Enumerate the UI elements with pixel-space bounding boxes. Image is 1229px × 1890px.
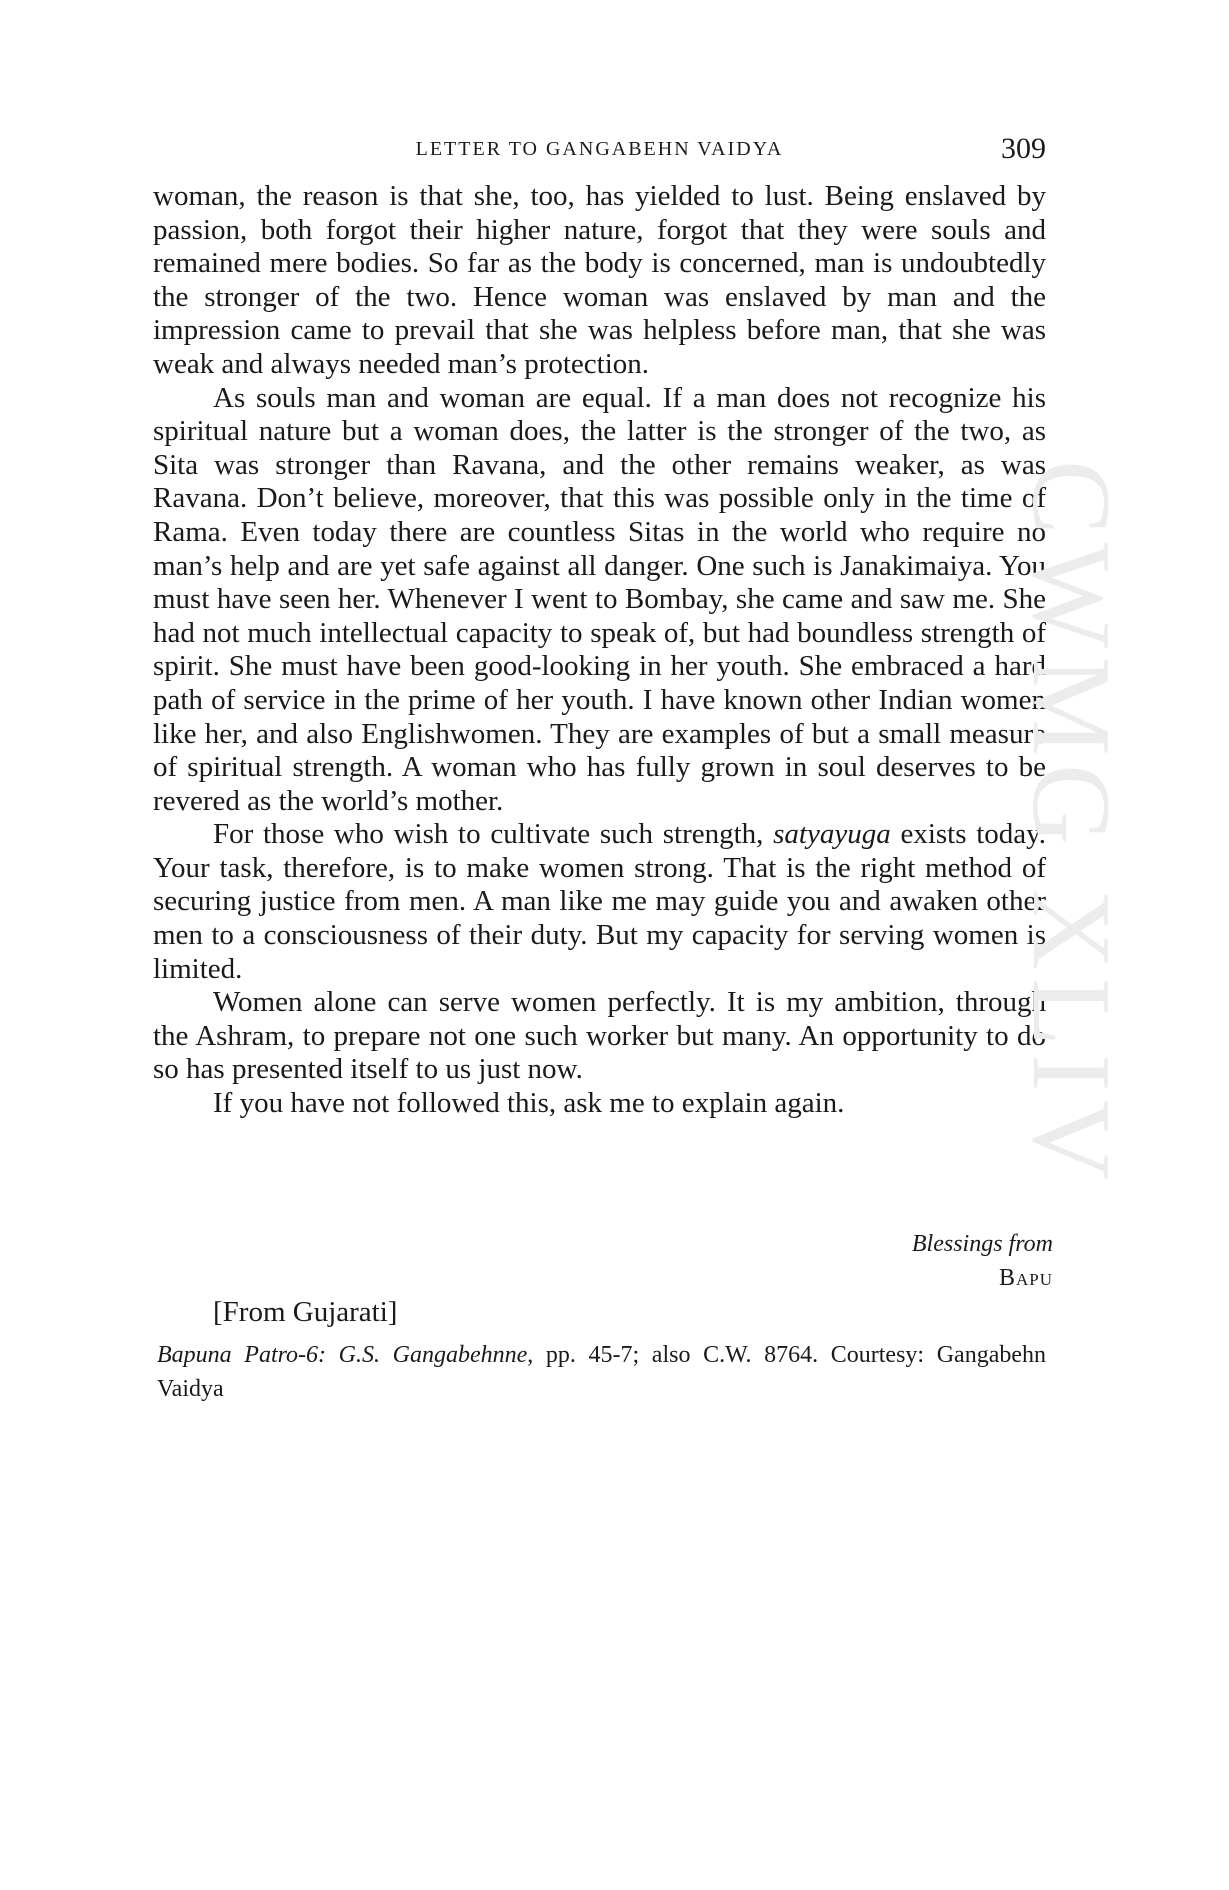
paragraph-1: woman, the reason is that she, too, has yielded to lust. Being enslaved by passion, both forgot their higher nature, forgot that they were souls and remained mere bodies. So far as the body is concerned, man is undoubtedly the stronger of the two. Hence woman was enslaved by man and the impression came to prevail that she was helpless before man, that she was weak and always needed man’s protection. xyxy=(153,180,1046,380)
paragraph-3-italic-term: satyayuga xyxy=(773,818,891,851)
paragraph-5: If you have not followed this, ask me to explain again. xyxy=(213,1087,845,1120)
citation-title: Bapuna Patro-6: G.S. Gangabehnne xyxy=(157,1342,528,1368)
watermark: CWMG XLIV xyxy=(1009,460,1133,1189)
paragraph-3-after: exists today. Your task, therefore, is to make women strong. That is the right method of securing justice from men. A man like me may guide you and awaken other men to a consciousness of their duty. But my capacity for serving women is limited. xyxy=(153,818,1047,985)
letter-body xyxy=(153,180,1046,1121)
paragraph-2: As souls man and woman are equal. If a man does not recognize his spiritual nature but a woman does, the latter is the stronger of the two, as Sita was stronger than Ravana, and the other remains weaker, as was Ravana. Don’t believe, moreover, that this was possible only in the time of Rama. Even today there are countless Sitas in the world who require no man’s help and are yet safe against all danger. One such is Janakimaiya. You must have seen her. Whenever I went to Bombay, she came and saw me. She had not much intellectual capacity to speak of, but had boundless strength of spirit. She must have been good-looking in her youth. She embraced a hard path of service in the prime of her youth. I have known other Indian women like her, and also Englishwomen. They are examples of but a small measure of spiritual strength. A woman who has fully grown in soul deserves to be revered as the world’s mother. xyxy=(153,381,1046,817)
running-head xyxy=(153,132,1046,172)
signature: Bapu xyxy=(998,1265,1053,1291)
paragraph-3-before: For those who wish to cultivate such strength, xyxy=(213,818,774,851)
running-title: LETTER TO GANGABEHN VAIDYA xyxy=(415,138,784,160)
page-number: 309 xyxy=(1001,132,1046,165)
paragraph-4: Women alone can serve women perfectly. It is my ambition, through the Ashram, to prepare not one such worker but many. An opportunity to do so has presented itself to us just now. xyxy=(153,986,1046,1086)
citation xyxy=(157,1338,1046,1406)
source-label: [From Gujarati] xyxy=(213,1296,398,1328)
citation-rest: , pp. 45-7; also C.W. 8764. Courtesy: Gangabehn Vaidya xyxy=(157,1342,1047,1402)
blessings-line: Blessings from xyxy=(911,1231,1053,1257)
paragraph-3 xyxy=(153,818,1046,986)
